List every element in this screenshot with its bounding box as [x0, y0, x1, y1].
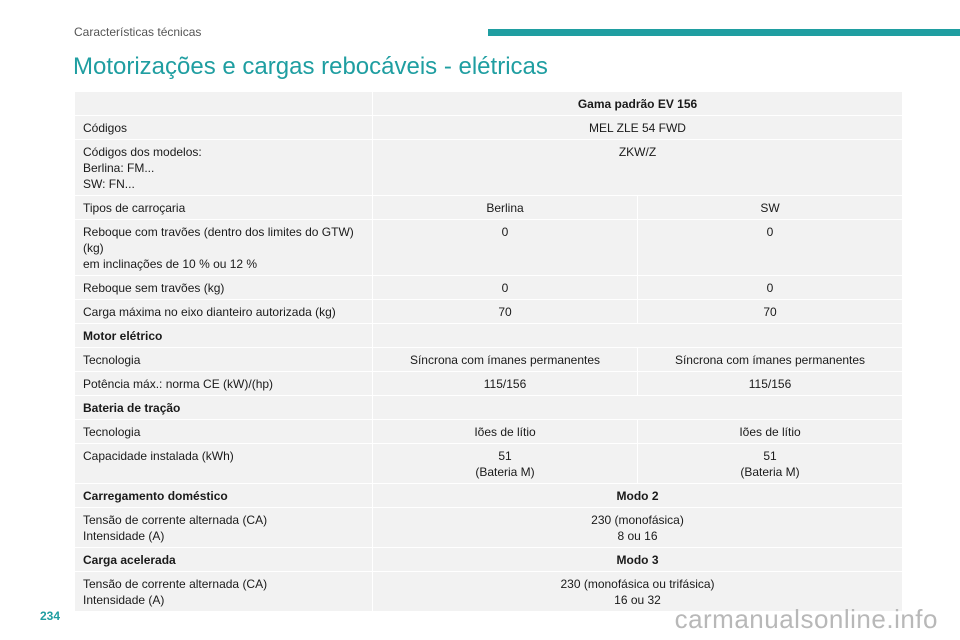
battery-technology-value: Iões de lítio [373, 420, 638, 444]
home-charging-header: Carregamento doméstico [75, 484, 373, 508]
capacity-label: Capacidade instalada (kWh) [75, 444, 373, 484]
model-codes-label: Códigos dos modelos: Berlina: FM... SW: FN... [75, 140, 373, 196]
nose-load-value: 70 [638, 300, 903, 324]
table-row [75, 116, 903, 140]
table-row [75, 420, 903, 444]
table-row [75, 324, 903, 348]
power-value: 115/156 [373, 372, 638, 396]
body-types-label: Tipos de carroçaria [75, 196, 373, 220]
section-label: Características técnicas [74, 25, 202, 39]
power-value: 115/156 [638, 372, 903, 396]
table-row [75, 140, 903, 196]
unbraked-trailer-label: Reboque sem travões (kg) [75, 276, 373, 300]
capacity-value: 51 (Bateria M) [373, 444, 638, 484]
watermark: carmanualsonline.info [674, 604, 938, 634]
table-row [75, 484, 903, 508]
spec-table [74, 91, 903, 612]
home-voltage-value: 230 (monofásica) 8 ou 16 [373, 508, 903, 548]
table-row [75, 396, 903, 420]
motor-technology-value: Síncrona com ímanes permanentes [373, 348, 638, 372]
table-row [75, 372, 903, 396]
power-label: Potência máx.: norma CE (kW)/(hp) [75, 372, 373, 396]
table-row [75, 548, 903, 572]
fast-charging-header: Carga acelerada [75, 548, 373, 572]
empty-cell [373, 324, 903, 348]
motor-section-header: Motor elétrico [75, 324, 373, 348]
home-charging-mode: Modo 2 [373, 484, 903, 508]
accent-bar [488, 29, 960, 36]
table-row [75, 220, 903, 276]
fast-voltage-label: Tensão de corrente alternada (CA) Intensidade (A) [75, 572, 373, 612]
battery-section-header: Bateria de tração [75, 396, 373, 420]
braked-trailer-value: 0 [638, 220, 903, 276]
table-row [75, 196, 903, 220]
nose-load-value: 70 [373, 300, 638, 324]
table-row [75, 92, 903, 116]
table-row [75, 300, 903, 324]
unbraked-trailer-value: 0 [638, 276, 903, 300]
home-voltage-label: Tensão de corrente alternada (CA) Intensidade (A) [75, 508, 373, 548]
page-number: 234 [40, 609, 61, 623]
fast-charging-mode: Modo 3 [373, 548, 903, 572]
empty-cell [75, 92, 373, 116]
body-type-sw: SW [638, 196, 903, 220]
model-codes-value: ZKW/Z [373, 140, 903, 196]
range-header: Gama padrão EV 156 [373, 92, 903, 116]
capacity-value: 51 (Bateria M) [638, 444, 903, 484]
empty-cell [373, 396, 903, 420]
braked-trailer-value: 0 [373, 220, 638, 276]
codes-label: Códigos [75, 116, 373, 140]
unbraked-trailer-value: 0 [373, 276, 638, 300]
battery-technology-value: Iões de lítio [638, 420, 903, 444]
table-row [75, 444, 903, 484]
motor-technology-value: Síncrona com ímanes permanentes [638, 348, 903, 372]
battery-technology-label: Tecnologia [75, 420, 373, 444]
braked-trailer-label: Reboque com travões (dentro dos limites do GTW) (kg) em inclinações de 10 % ou 12 % [75, 220, 373, 276]
codes-value: MEL ZLE 54 FWD [373, 116, 903, 140]
table-row [75, 276, 903, 300]
fast-voltage-value: 230 (monofásica ou trifásica) 16 ou 32 [373, 572, 903, 612]
body-type-berlina: Berlina [373, 196, 638, 220]
nose-load-label: Carga máxima no eixo dianteiro autorizada (kg) [75, 300, 373, 324]
table-row [75, 508, 903, 548]
table-row [75, 348, 903, 372]
motor-technology-label: Tecnologia [75, 348, 373, 372]
page-title: Motorizações e cargas rebocáveis - elétricas [73, 53, 548, 80]
